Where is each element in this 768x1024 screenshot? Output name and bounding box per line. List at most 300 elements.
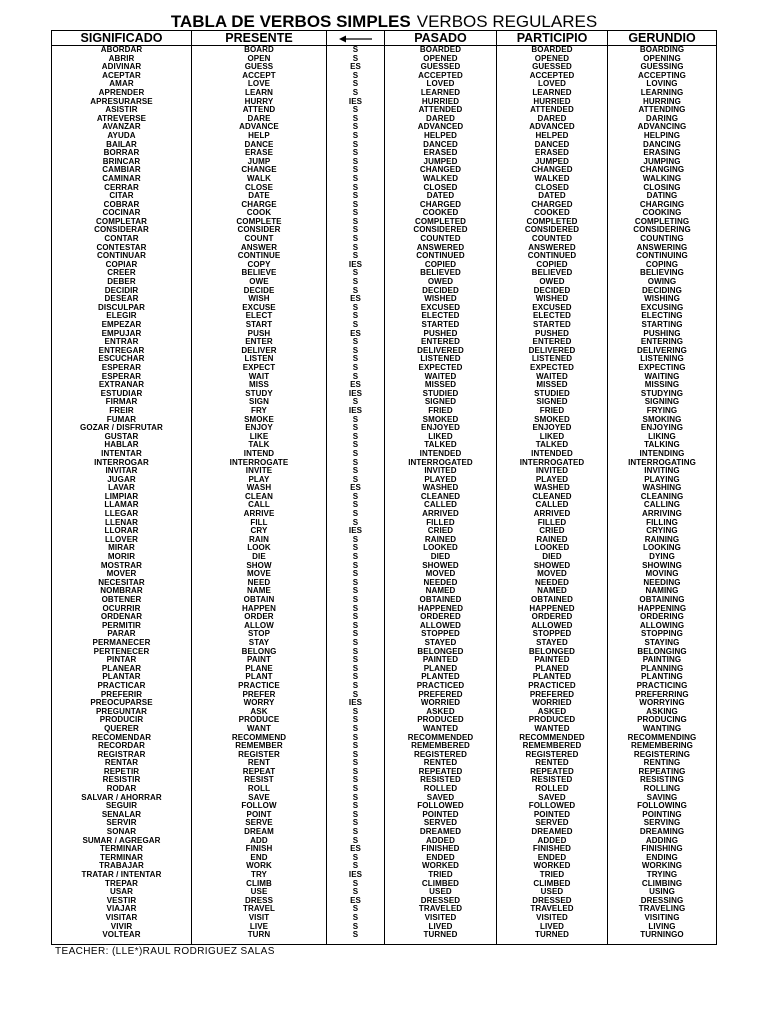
table-cell: VISITING: [644, 913, 680, 922]
table-cell: S: [352, 707, 359, 716]
table-cell: GUESSED: [420, 63, 461, 72]
table-cell: S: [352, 269, 359, 278]
table-cell: S: [352, 836, 359, 845]
table-cell: GUESSED: [532, 63, 572, 72]
table-cell: S: [352, 905, 359, 914]
table-cell: DARE: [247, 114, 271, 123]
table-cell: SOÑAR: [106, 828, 137, 837]
table-cell: ENDED: [426, 853, 455, 862]
table-cell: ERASED: [535, 149, 569, 158]
table-cell: PLANTING: [641, 673, 683, 682]
table-cell: PRACTICED: [528, 681, 576, 690]
table-cell: S: [352, 510, 359, 519]
table-cell: ENJOYING: [640, 424, 684, 433]
table-cell: EXCUSING: [640, 303, 684, 312]
table-cell: FRYING: [646, 406, 678, 415]
table-cell: DRESSING: [640, 896, 684, 905]
table-cell: S: [352, 931, 359, 940]
table-cell: PAINTING: [642, 656, 682, 665]
table-cell: ATTENDED: [530, 106, 574, 115]
table-cell: PLANTED: [532, 673, 572, 682]
table-cell: FRY: [250, 406, 267, 415]
table-cell: TALKING: [644, 441, 680, 450]
table-cell: WORK: [246, 862, 272, 871]
table-cell: ARRIVING: [642, 510, 682, 519]
table-cell: COUNTING: [640, 235, 684, 244]
table-cell: WORRYING: [639, 699, 685, 708]
table-cell: STARTING: [641, 321, 683, 329]
table-cell: DIED: [430, 553, 451, 562]
table-cell: CHARGED: [531, 200, 573, 209]
table-cell: MOVING: [645, 570, 679, 579]
table-cell: S: [352, 71, 359, 80]
table-cell: S: [352, 759, 359, 768]
table-cell: AYUDA: [107, 131, 136, 140]
table-cell: INTERROGATING: [628, 458, 696, 467]
table-cell: LOVED: [537, 80, 567, 89]
table-cell: S: [352, 174, 359, 183]
table-cell: WORKED: [421, 862, 460, 871]
table-cell: FOLLOWED: [417, 802, 464, 811]
table-cell: LIVED: [428, 922, 453, 931]
table-cell: WORKED: [533, 862, 571, 871]
table-cell: IES: [348, 527, 363, 536]
table-cell: S: [352, 596, 359, 604]
table-cell: DATING: [646, 192, 678, 201]
table-cell: S: [352, 570, 359, 579]
table-cell: S: [352, 501, 359, 510]
table-cell: PLAY: [248, 475, 270, 484]
table-cell: SMOKED: [534, 415, 570, 424]
table-cell: OBTENER: [101, 596, 142, 604]
table-cell: WASHED: [534, 484, 570, 493]
table-cell: COMPLETED: [414, 217, 467, 226]
table-cell: RECOMMENDED: [407, 733, 474, 742]
verb-table: [51, 30, 717, 945]
table-cell: S: [352, 475, 359, 484]
table-cell: CONSIDER: [237, 226, 281, 235]
table-cell: S: [352, 656, 359, 665]
table-cell: ORDER: [244, 613, 274, 622]
table-cell: S: [352, 46, 359, 54]
table-cell: VIVIR: [110, 922, 133, 931]
table-cell: PRACTICED: [416, 681, 465, 690]
table-cell: ESTUDIAR: [100, 389, 143, 398]
table-cell: PUSHING: [643, 329, 681, 338]
table-cell: VISIT: [248, 913, 270, 922]
table-cell: APRENDER: [98, 88, 145, 97]
table-cell: CONTINUING: [636, 252, 688, 261]
table-cell: CONSIDERED: [524, 226, 580, 235]
table-cell: INVITAR: [105, 467, 138, 476]
table-cell: TERMINAR: [99, 845, 144, 854]
table-cell: ERASED: [423, 149, 458, 158]
table-cell: COMPLETAR: [96, 217, 147, 226]
table-cell: FINISH: [245, 845, 273, 854]
table-cell: REGISTERED: [525, 750, 579, 759]
table-cell: ES: [350, 63, 361, 72]
table-cell: NEED: [247, 578, 271, 587]
table-cell: RECORDAR: [97, 742, 146, 751]
table-cell: FILL: [250, 518, 268, 527]
table-cell: CRIED: [539, 527, 565, 536]
table-cell: SIGNED: [536, 398, 568, 407]
table-cell: PINTAR: [106, 656, 137, 665]
table-cell: S: [352, 303, 359, 312]
table-cell: SERVIR: [106, 819, 137, 828]
table-cell: SMOKED: [422, 415, 459, 424]
table-cell: ES: [350, 845, 361, 854]
table-cell: JUGAR: [107, 475, 136, 484]
table-cell: ELECTED: [421, 312, 460, 321]
table-cell: INTERROGATE: [229, 458, 289, 467]
table-cell: SERVE: [245, 819, 273, 828]
table-cell: ELECTING: [641, 312, 683, 321]
table-cell: CALLED: [535, 501, 569, 510]
table-cell: MIRAR: [108, 544, 135, 553]
table-cell: COOKED: [534, 209, 570, 218]
table-cell: NAMED: [537, 587, 567, 596]
table-cell: S: [352, 888, 359, 897]
table-cell: ES: [350, 896, 361, 905]
table-cell: RESISTIR: [102, 776, 141, 785]
table-cell: LIVING: [648, 922, 676, 931]
table-cell: ENDING: [646, 853, 678, 862]
table-cell: LIKED: [428, 432, 453, 441]
table-cell: S: [352, 183, 359, 192]
table-cell: RESIST: [244, 776, 274, 785]
table-cell: BELONG: [241, 647, 277, 656]
table-cell: S: [352, 149, 359, 158]
table-cell: S: [352, 785, 359, 794]
table-cell: CONSIDERED: [413, 226, 468, 235]
table-cell: PUSHED: [423, 329, 458, 338]
table-cell: S: [352, 441, 359, 450]
table-cell: CONSIDERAR: [94, 226, 149, 235]
table-cell: OCURRIR: [102, 604, 141, 613]
table-cell: CALLING: [643, 501, 681, 510]
table-cell: MOVE: [247, 570, 271, 579]
table-cell: PLAYING: [644, 475, 680, 484]
table-cell: EXPECTED: [530, 363, 574, 372]
table-cell: TREPAR: [105, 879, 138, 888]
teacher-footer: TEACHER: (LLE*)RAUL RODRIGUEZ SALAS: [55, 946, 275, 957]
table-cell: COMPLETE: [236, 217, 282, 226]
table-cell: USED: [429, 888, 452, 897]
table-cell: ROLL: [247, 785, 271, 794]
column-suffix: [327, 31, 385, 944]
table-cell: TALK: [248, 441, 270, 450]
table-cell: FILLED: [537, 518, 567, 527]
table-cell: ROLLING: [643, 785, 681, 794]
table-cell: S: [352, 355, 359, 364]
table-cell: REMEMBERED: [522, 742, 582, 751]
table-cell: DATE: [248, 192, 270, 201]
header-significado: SIGNIFICADO: [52, 31, 191, 46]
table-cell: MOVED: [537, 570, 567, 579]
column-gerundio: [608, 31, 716, 944]
table-cell: QUERER: [104, 724, 139, 733]
table-cell: WASHING: [642, 484, 682, 493]
table-cell: PERTENECER: [93, 647, 150, 656]
table-cell: GUESS: [244, 63, 274, 72]
table-cell: DRESS: [244, 896, 274, 905]
table-cell: PRODUCED: [417, 716, 464, 725]
table-cell: LIKED: [539, 432, 565, 441]
table-cell: LLEGAR: [104, 510, 139, 519]
table-cell: REPEATED: [530, 767, 574, 776]
table-cell: RESISTING: [639, 776, 685, 785]
table-cell: STAYING: [644, 638, 680, 647]
table-cell: S: [352, 681, 359, 690]
table-cell: MISSING: [644, 381, 680, 390]
table-cell: SIGNED: [424, 398, 457, 407]
table-cell: INTERROGATED: [519, 458, 585, 467]
table-cell: COOK: [246, 209, 272, 218]
table-cell: S: [352, 742, 359, 751]
table-cell: ORDERED: [531, 613, 573, 622]
table-cell: S: [352, 793, 359, 802]
table-cell: RENTING: [643, 759, 681, 768]
table-cell: CHARGED: [419, 200, 462, 209]
table-cell: SHOWED: [533, 561, 571, 570]
table-cell: EMPUJAR: [101, 329, 142, 338]
table-cell: BORRAR: [103, 149, 140, 158]
table-cell: LISTENED: [531, 355, 573, 364]
table-cell: ASKING: [646, 707, 678, 716]
table-cell: S: [352, 750, 359, 759]
table-cell: S: [352, 449, 359, 458]
table-cell: TURNED: [535, 931, 569, 940]
cells-presente: [192, 46, 326, 940]
table-cell: S: [352, 673, 359, 682]
header-gerundio: GERUNDIO: [608, 31, 716, 46]
table-cell: STARTED: [421, 321, 460, 329]
table-cell: S: [352, 157, 359, 166]
table-cell: ANSWERING: [636, 243, 688, 252]
table-cell: PAINTED: [534, 656, 570, 665]
table-cell: S: [352, 321, 359, 329]
table-cell: PLANTED: [421, 673, 460, 682]
table-cell: ASKED: [537, 707, 567, 716]
table-cell: ATREVERSE: [96, 114, 147, 123]
table-cell: S: [352, 561, 359, 570]
table-cell: S: [352, 398, 359, 407]
table-cell: S: [352, 621, 359, 630]
table-cell: ADDED: [537, 836, 567, 845]
table-cell: ENJOY: [245, 424, 273, 433]
table-cell: BELIEVED: [531, 269, 573, 278]
table-cell: S: [352, 724, 359, 733]
table-cell: CONTINUED: [527, 252, 577, 261]
table-cell: CHANGE: [241, 166, 277, 175]
table-cell: S: [352, 553, 359, 562]
table-cell: S: [352, 278, 359, 287]
table-cell: GUESSING: [640, 63, 684, 72]
table-cell: WAITED: [536, 372, 568, 381]
table-cell: HAPPENED: [529, 604, 575, 613]
table-cell: REPEAT: [242, 767, 276, 776]
table-cell: GUSTAR: [104, 432, 139, 441]
table-cell: SIGN: [249, 398, 269, 407]
table-cell: OBTAINING: [639, 596, 685, 604]
table-cell: WORRY: [243, 699, 275, 708]
table-cell: BELONGED: [528, 647, 576, 656]
table-cell: CALL: [248, 501, 270, 510]
table-cell: RESISTED: [420, 776, 461, 785]
table-cell: REMEMBER: [235, 742, 283, 751]
table-cell: FINISHED: [421, 845, 460, 854]
table-cell: SERVING: [643, 819, 681, 828]
table-cell: RENTAR: [104, 759, 139, 768]
table-cell: SAVED: [538, 793, 566, 802]
table-cell: CRIED: [427, 527, 454, 536]
table-cell: FUMAR: [106, 415, 137, 424]
table-cell: S: [352, 217, 359, 226]
table-cell: ADDED: [426, 836, 455, 845]
table-cell: PAINTED: [422, 656, 459, 665]
table-cell: S: [352, 913, 359, 922]
table-cell: S: [352, 235, 359, 244]
table-cell: S: [352, 200, 359, 209]
table-cell: CLOSING: [643, 183, 681, 192]
table-cell: ORDERED: [420, 613, 461, 622]
table-cell: S: [352, 106, 359, 115]
table-cell: HABLAR: [104, 441, 139, 450]
table-cell: NEEDED: [535, 578, 569, 587]
table-cell: S: [352, 638, 359, 647]
table-cell: ACCEPT: [242, 71, 276, 80]
table-cell: PREFERIR: [100, 690, 143, 699]
table-cell: PREOCUPARSE: [90, 699, 153, 708]
table-cell: S: [352, 80, 359, 89]
table-cell: OWING: [647, 278, 677, 287]
table-cell: FRIED: [539, 406, 565, 415]
table-cell: LIMPIAR: [104, 492, 139, 501]
table-cell: LOVED: [426, 80, 455, 89]
table-cell: ACCEPTED: [529, 71, 575, 80]
table-cell: S: [352, 192, 359, 201]
table-cell: S: [352, 458, 359, 467]
table-cell: LAVAR: [108, 484, 135, 493]
table-cell: ENTREGAR: [98, 346, 145, 355]
table-cell: S: [352, 716, 359, 725]
table-cell: S: [352, 114, 359, 123]
table-cell: ANSWER: [240, 243, 278, 252]
table-cell: ENTERED: [421, 338, 460, 347]
table-cell: MOVED: [425, 570, 456, 579]
table-cell: WANT: [247, 724, 271, 733]
table-cell: S: [352, 54, 359, 63]
table-cell: S: [352, 862, 359, 871]
table-cell: STAY: [248, 638, 270, 647]
table-cell: TALKED: [424, 441, 457, 450]
table-cell: LLOVER: [104, 535, 139, 544]
table-cell: BOARD: [244, 46, 274, 54]
table-cell: INTEND: [243, 449, 275, 458]
table-cell: ATTEND: [242, 106, 276, 115]
cells-significado: [52, 46, 191, 940]
table-cell: S: [352, 819, 359, 828]
table-cell: CLEAN: [244, 492, 274, 501]
table-cell: RAINING: [644, 535, 680, 544]
table-cell: CAMINAR: [102, 174, 141, 183]
table-cell: REGISTER: [238, 750, 280, 759]
column-pasado: [385, 31, 497, 944]
table-cell: LISTEN: [244, 355, 274, 364]
table-cell: WANTED: [534, 724, 570, 733]
table-cell: TRY: [250, 871, 267, 879]
table-cell: REPEATING: [638, 767, 686, 776]
table-cell: SERVED: [423, 819, 458, 828]
table-cell: NOMBRAR: [100, 587, 143, 596]
table-cell: DANCE: [244, 140, 274, 149]
table-cell: ES: [350, 381, 361, 390]
table-cell: TURNED: [423, 931, 458, 940]
table-cell: PRACTICAR: [97, 681, 146, 690]
table-cell: BAILAR: [106, 140, 137, 149]
table-cell: S: [352, 492, 359, 501]
table-cell: START: [245, 321, 273, 329]
table-cell: CLOSE: [244, 183, 274, 192]
table-cell: GOZAR / DISFRUTAR: [80, 424, 163, 433]
table-cell: HELPED: [535, 131, 569, 140]
title-bold: TABLA DE VERBOS SIMPLES: [170, 12, 411, 31]
table-cell: S: [352, 690, 359, 699]
table-cell: PREFERED: [529, 690, 575, 699]
table-cell: DREAM: [244, 828, 274, 837]
table-cell: SEGUIR: [105, 802, 138, 811]
table-cell: PREFERRING: [635, 690, 689, 699]
table-cell: DARING: [645, 114, 679, 123]
table-cell: ENTRAR: [104, 338, 139, 347]
table-cell: FOLLOWING: [637, 802, 687, 811]
table-cell: REMEMBERING: [631, 742, 693, 751]
table-cell: CREER: [107, 269, 136, 278]
table-cell: PLAYED: [535, 475, 569, 484]
table-cell: S: [352, 767, 359, 776]
table-cell: FIRMAR: [105, 398, 138, 407]
table-cell: CONTINUED: [416, 252, 465, 261]
table-cell: WISHED: [535, 295, 569, 304]
column-participio: [497, 31, 608, 944]
table-cell: ESCUCHAR: [98, 355, 145, 364]
table-cell: STUDY: [245, 389, 273, 398]
column-significado: [52, 31, 192, 944]
table-cell: AVANZAR: [102, 123, 141, 132]
table-cell: SERVED: [535, 819, 569, 828]
table-cell: ACCEPTING: [637, 71, 686, 80]
table-cell: ARRIVED: [533, 510, 571, 519]
table-cell: REPETIR: [103, 767, 140, 776]
table-cell: PAINT: [247, 656, 271, 665]
table-cell: BOARDED: [419, 46, 462, 54]
table-cell: DANCING: [642, 140, 682, 149]
table-cell: NAME: [247, 587, 271, 596]
table-cell: S: [352, 733, 359, 742]
table-cell: CHARGE: [241, 200, 277, 209]
table-cell: TRIED: [428, 871, 453, 879]
table-cell: PLANNING: [640, 664, 684, 673]
table-cell: S: [352, 252, 359, 261]
table-cell: S: [352, 166, 359, 175]
table-cell: STUDIED: [534, 389, 570, 398]
table-cell: WISHING: [644, 295, 680, 304]
table-cell: INVITED: [424, 467, 457, 476]
table-cell: POINTED: [533, 810, 571, 819]
table-cell: WASH: [246, 484, 272, 493]
table-cell: DIE: [252, 553, 266, 562]
